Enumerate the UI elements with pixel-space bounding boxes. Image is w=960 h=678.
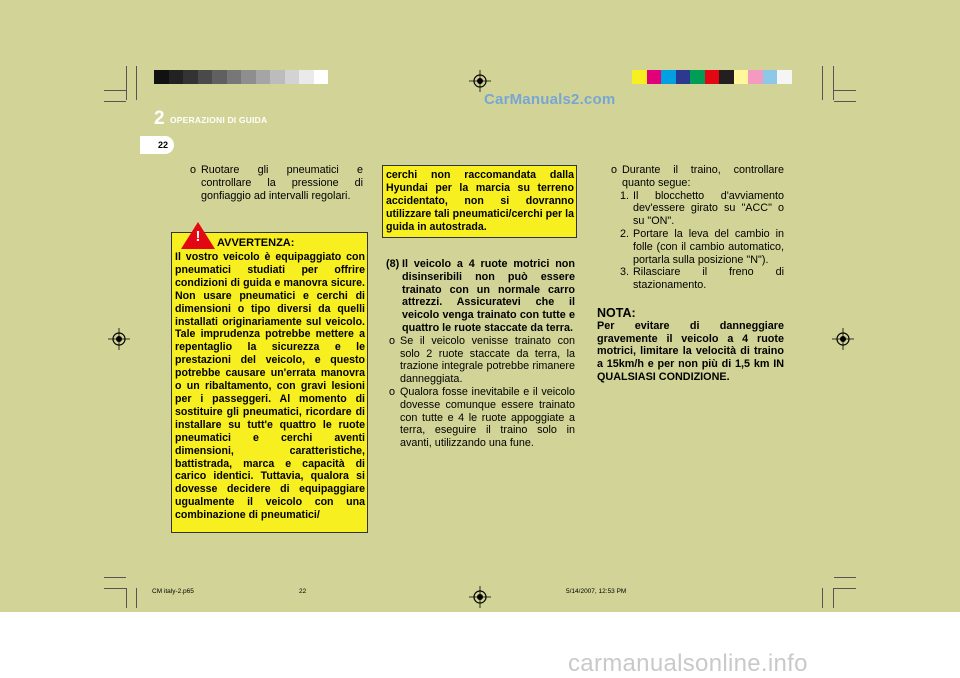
numbered-step bbox=[597, 228, 784, 266]
page-bottom-margin bbox=[0, 612, 960, 678]
calibration-swatch bbox=[748, 70, 763, 84]
list-item bbox=[386, 335, 575, 386]
bullet-mark: o bbox=[190, 164, 197, 176]
calibration-swatch bbox=[763, 70, 778, 84]
calibration-swatch bbox=[719, 70, 734, 84]
watermark-bottom[interactable]: carmanualsonline.info bbox=[568, 650, 808, 677]
crop-mark bbox=[104, 588, 126, 589]
crop-mark bbox=[126, 66, 127, 100]
calibration-swatch bbox=[212, 70, 227, 84]
calibration-swatch bbox=[734, 70, 749, 84]
calibration-swatch bbox=[169, 70, 184, 84]
calibration-swatch bbox=[647, 70, 662, 84]
step-mark: 2. bbox=[620, 227, 630, 240]
list-item bbox=[597, 164, 784, 190]
footer-page: 22 bbox=[299, 588, 307, 595]
gray-calibration-bar bbox=[154, 70, 328, 84]
calibration-swatch bbox=[314, 70, 329, 84]
warning-title: AVVERTENZA: bbox=[217, 237, 295, 249]
step-text: Il blocchetto d'avviamento dev'essere girato su "ACC" o su "ON". bbox=[633, 189, 784, 228]
calibration-swatch bbox=[270, 70, 285, 84]
step-mark: 1. bbox=[620, 189, 630, 202]
crop-mark bbox=[822, 588, 823, 608]
bullet-text: Durante il traino, controllare quanto segue: bbox=[622, 164, 784, 189]
registration-mark-icon bbox=[469, 70, 491, 92]
column-3 bbox=[597, 164, 784, 384]
calibration-swatch bbox=[705, 70, 720, 84]
crop-mark bbox=[834, 588, 856, 589]
watermark-top[interactable]: CarManuals2.com bbox=[484, 91, 616, 108]
calibration-swatch bbox=[183, 70, 198, 84]
section-title: OPERAZIONI DI GUIDA bbox=[170, 115, 268, 125]
color-calibration-bar bbox=[632, 70, 792, 84]
calibration-swatch bbox=[198, 70, 213, 84]
bullet-text: Se il veicolo venisse trainato con solo 2 ruote staccate da terra, la trazione integrale potrebbe rimanere danneggiata. bbox=[400, 334, 575, 386]
calibration-swatch bbox=[227, 70, 242, 84]
warning-continuation-box bbox=[382, 165, 577, 238]
warning-continuation-text: cerchi non raccomandata dalla Hyundai per la marcia su terreno accidentato, non si dovranno utilizzare tali pneumatici/cerchi per la guida in autostrada. bbox=[386, 169, 574, 233]
crop-mark bbox=[834, 101, 856, 102]
bullet-mark: o bbox=[389, 385, 396, 398]
registration-mark-icon bbox=[108, 328, 130, 350]
footer-file: CM italy-2.p65 bbox=[152, 588, 194, 595]
crop-mark bbox=[833, 588, 834, 608]
warning-body: Il vostro veicolo è equipaggiato con pneumatici studiati per offrire condizioni di guida e manovra sicure. Non usare pneumatici e cerchi di dimensioni o tipo diversi da quelli installati originariamente sul veicolo. Tale imprudenza potrebbe mettere a repentaglio la sicurezza e le prestazioni del veicolo, e questo potrebbe causare un'errata manovra o un ribaltamento, con gravi lesioni per i passeggeri. Al momento di sostituire gli pneumatici, ricordare di installare su tutt'e quattro le ruote pneumatici e cerchi aventi dimensioni, caratteristiche, battistrada, marca e capacità di carico identici. Tuttavia, qualora si dovesse decidere di equipaggiare ugualmente il veicolo con una combinazione di pneumatici/ bbox=[175, 251, 365, 522]
numbered-step bbox=[597, 266, 784, 292]
footer-datetime: 5/14/2007, 12:53 PM bbox=[566, 588, 627, 595]
calibration-swatch bbox=[299, 70, 314, 84]
column-2 bbox=[386, 258, 575, 450]
column-1 bbox=[190, 164, 363, 202]
section-number: 2 bbox=[154, 108, 165, 129]
bullet-text: Qualora fosse inevitabile e il veicolo dovesse comunque essere trainato con tutte e 4 le ruote appoggiate a terra, eseguire il traino solo in avanti, utilizzando una fune. bbox=[400, 385, 575, 450]
warning-box bbox=[171, 232, 368, 533]
crop-mark bbox=[104, 90, 126, 91]
calibration-swatch bbox=[256, 70, 271, 84]
item-mark: (8) bbox=[386, 258, 400, 270]
bullet-mark: o bbox=[611, 164, 618, 176]
warning-exclamation-icon: ! bbox=[195, 228, 201, 245]
page-number: 22 bbox=[140, 136, 174, 154]
crop-mark bbox=[104, 101, 126, 102]
calibration-swatch bbox=[690, 70, 705, 84]
step-text: Portare la leva del cambio in folle (con il cambio automatico, portarla sulla posizione "N"). bbox=[633, 227, 784, 266]
calibration-swatch bbox=[777, 70, 792, 84]
crop-mark bbox=[834, 90, 856, 91]
bullet-text: Ruotare gli pneumatici e controllare la pressione di gonfiaggio ad intervalli regolari. bbox=[201, 164, 363, 202]
registration-mark-icon bbox=[832, 328, 854, 350]
crop-mark bbox=[126, 588, 127, 608]
calibration-swatch bbox=[154, 70, 169, 84]
crop-mark bbox=[833, 66, 834, 100]
calibration-swatch bbox=[285, 70, 300, 84]
calibration-swatch bbox=[632, 70, 647, 84]
note-text: Per evitare di danneggiare gravemente il veicolo a 4 ruote motrici, limitare la velocità di traino a 15km/h e per non più di 1,5 km IN QUALSIASI CONDIZIONE. bbox=[597, 319, 784, 383]
bullet-mark: o bbox=[389, 334, 396, 347]
numbered-item bbox=[386, 258, 575, 335]
crop-mark bbox=[136, 66, 137, 100]
calibration-swatch bbox=[241, 70, 256, 84]
calibration-swatch bbox=[676, 70, 691, 84]
crop-mark bbox=[136, 588, 137, 608]
registration-mark-icon bbox=[469, 586, 491, 608]
crop-mark bbox=[834, 577, 856, 578]
list-item bbox=[190, 164, 363, 202]
step-text: Rilasciare il freno di stazionamento. bbox=[633, 266, 784, 292]
calibration-swatch bbox=[661, 70, 676, 84]
step-mark: 3. bbox=[620, 266, 630, 279]
note-title: NOTA: bbox=[597, 305, 636, 320]
crop-mark bbox=[104, 577, 126, 578]
crop-mark bbox=[822, 66, 823, 100]
item-text: Il veicolo a 4 ruote motrici non disinseribili non può essere trainato con un normale carro attrezzi. Assicuratevi che il veicolo venga trainato con tutte e quattro le ruote staccate da terra. bbox=[402, 258, 575, 334]
list-item bbox=[386, 386, 575, 450]
numbered-step bbox=[597, 190, 784, 228]
